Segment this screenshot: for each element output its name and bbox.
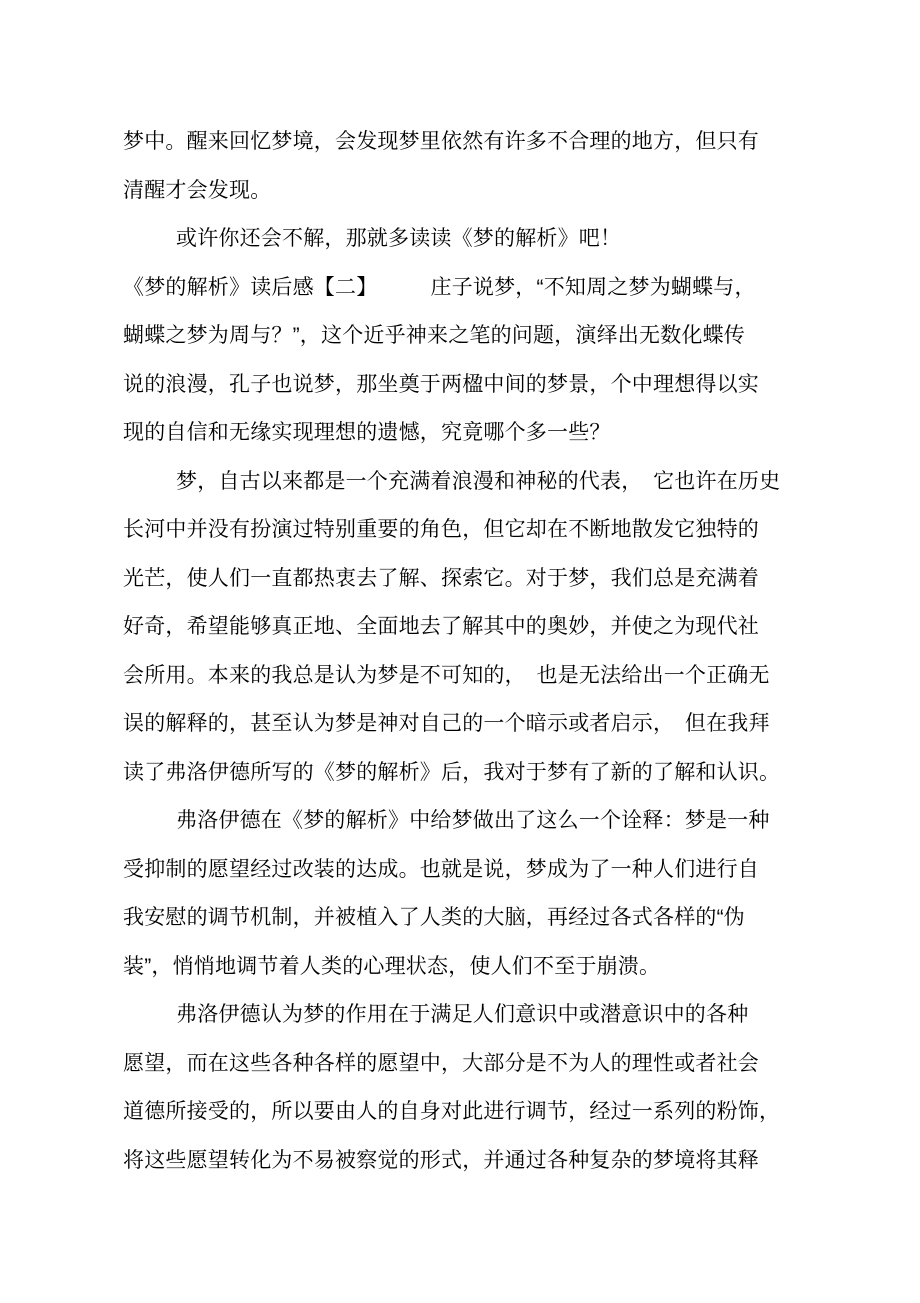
text-line: 我安慰的调节机制，并被植入了人类的大脑，再经过各式各样的“伪 (123, 906, 745, 929)
text-line: 梦，自古以来都是一个充满着浪漫和神秘的代表， 它也许在历史 (176, 469, 781, 493)
text-line: 长河中并没有扮演过特别重要的角色，但它却在不断地散发它独特的 (123, 518, 759, 541)
text-line: 将这些愿望转化为不易被察觉的形式，并通过各种复杂的梦境将其释 (123, 1148, 759, 1172)
text-line: 光芒，使人们一直都热衷去了解、探索它。对于梦，我们总是充满着 (123, 566, 759, 590)
text-line: 蝴蝶之梦为周与？”，这个近乎神来之笔的问题，演绎出无数化蝶传 (123, 324, 745, 347)
text-line: 装”，悄悄地调节着人类的心理状态，使人们不至于崩溃。 (123, 954, 661, 978)
text-line: 读了弗洛伊德所写的《梦的解析》后，我对于梦有了新的了解和认识。 (123, 760, 781, 784)
text-line: 弗洛伊德认为梦的作用在于满足人们意识中或潜意识中的各种 (176, 1003, 749, 1026)
text-line: 《梦的解析》读后感【二】 庄子说梦，“不知周之梦为蝴蝶与， (123, 275, 756, 299)
text-line: 愿望，而在这些各种各样的愿望中，大部分是不为人的理性或者社会 (123, 1051, 759, 1075)
text-line: 梦中。醒来回忆梦境，会发现梦里依然有许多不合理的地方，但只有 (123, 130, 759, 153)
document-body (123, 118, 820, 1185)
text-line: 道德所接受的，所以要由人的自身对此进行调节，经过一系列的粉饰， (123, 1100, 781, 1123)
text-line: 好奇，希望能够真正地、全面地去了解其中的奥妙，并使之为现代社 (123, 615, 759, 638)
text-line: 或许你还会不解，那就多读读《梦的解析》吧！ (176, 227, 622, 250)
text-line: 现的自信和无缘实现理想的遗憾，究竟哪个多一些？ (123, 421, 611, 444)
text-line: 会所用。本来的我总是认为梦是不可知的， 也是无法给出一个正确无 (123, 663, 770, 687)
text-line: 受抑制的愿望经过改装的达成。也就是说，梦成为了一种人们进行自 (123, 857, 759, 881)
text-line: 清醒才会发现。 (123, 178, 272, 202)
text-line: 误的解释的，甚至认为梦是神对自己的一个暗示或者启示， 但在我拜 (123, 712, 770, 735)
text-line: 说的浪漫，孔子也说梦，那坐奠于两楹中间的梦景，个中理想得以实 (123, 372, 759, 396)
text-line: 弗洛伊德在《梦的解析》中给梦做出了这么一个诠释：梦是一种 (176, 809, 770, 832)
